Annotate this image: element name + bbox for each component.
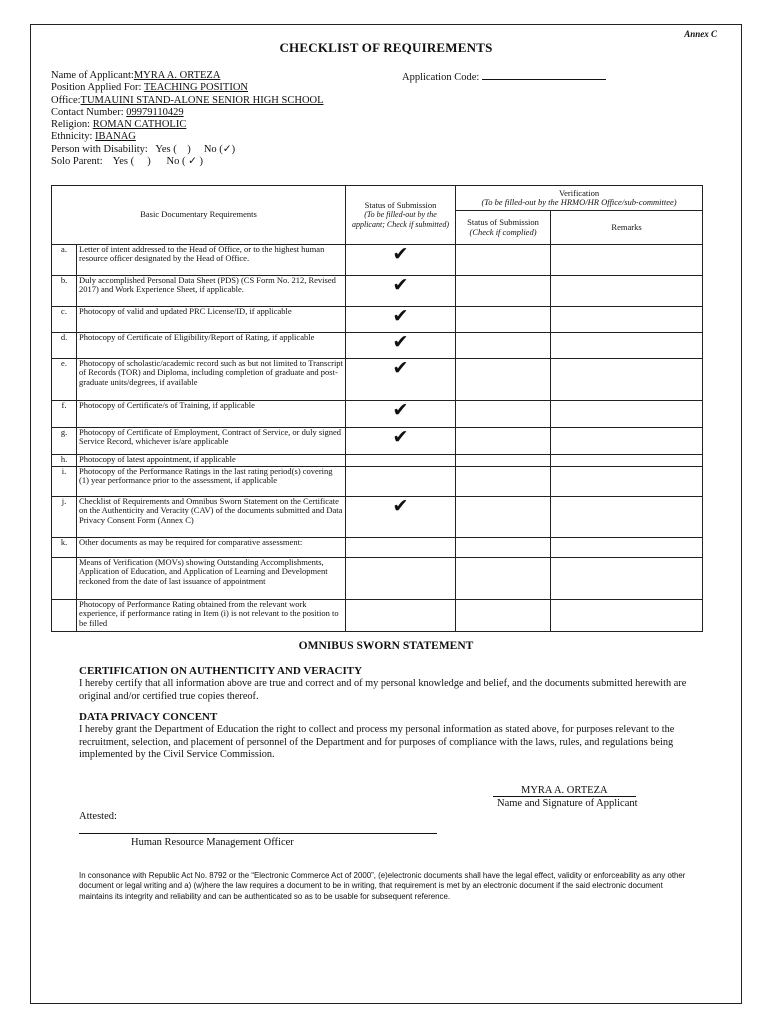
check-mark-icon: ✔ xyxy=(392,357,409,379)
row-letter xyxy=(52,600,77,632)
row-submission-status[interactable] xyxy=(346,333,456,359)
table-row xyxy=(52,538,703,558)
row-submission-status[interactable] xyxy=(346,276,456,307)
privacy-section xyxy=(79,711,699,762)
pwd-row: Person with Disability: Yes ( ) No (✓) xyxy=(51,143,236,155)
row-letter: j. xyxy=(52,497,77,538)
row-letter: f. xyxy=(52,401,77,428)
application-code-label: Application Code: xyxy=(402,72,480,83)
table-row xyxy=(52,558,703,600)
check-mark-icon: ✔ xyxy=(392,495,409,517)
row-letter: d. xyxy=(52,333,77,359)
header-requirements: Basic Documentary Requirements xyxy=(52,186,346,245)
page-title: CHECKLIST OF REQUIREMENTS xyxy=(279,40,493,55)
row-remarks[interactable] xyxy=(551,245,703,276)
row-remarks[interactable] xyxy=(551,467,703,497)
row-remarks[interactable] xyxy=(551,455,703,467)
row-remarks[interactable] xyxy=(551,333,703,359)
row-submission-status[interactable] xyxy=(346,558,456,600)
row-remarks[interactable] xyxy=(551,276,703,307)
row-requirement-text: Photocopy of valid and updated PRC License/ID, if applicable xyxy=(77,307,346,333)
row-letter: c. xyxy=(52,307,77,333)
office-label: Office: xyxy=(51,94,81,106)
table-row xyxy=(52,455,703,467)
header-verif-status-label: Status of Submission xyxy=(467,217,539,228)
row-submission-status[interactable] xyxy=(346,467,456,497)
requirements-body xyxy=(52,245,703,632)
requirements-table xyxy=(51,185,703,632)
certification-section xyxy=(79,665,699,703)
row-requirement-text: Photocopy of scholastic/academic record such as but not limited to Transcript of Records (TOR) and Diploma, including completion of graduate and post-graduate units/degrees, if available xyxy=(77,359,346,401)
omnibus-title: OMNIBUS SWORN STATEMENT xyxy=(298,640,474,652)
row-letter xyxy=(52,558,77,600)
applicant-name-value: MYRA A. ORTEZA xyxy=(133,70,221,81)
contact-label: Contact Number: xyxy=(51,106,124,118)
contact-value: 09979110429 xyxy=(126,106,184,118)
row-submission-status[interactable] xyxy=(346,307,456,333)
document-page xyxy=(30,24,742,1004)
table-row xyxy=(52,467,703,497)
header-verif-status-note: (Check if complied) xyxy=(469,226,537,237)
row-requirement-text: Photocopy of latest appointment, if applicable xyxy=(77,455,346,467)
ethnicity-label: Ethnicity: xyxy=(51,131,93,143)
header-verification xyxy=(456,186,703,211)
row-remarks[interactable] xyxy=(551,600,703,632)
application-code xyxy=(402,70,606,83)
row-requirement-text: Photocopy of Certificate of Employment, Contract of Service, or duly signed Service Record, whichever is/are applicable xyxy=(77,428,346,455)
contact-row xyxy=(51,107,324,119)
religion-value: ROMAN CATHOLIC xyxy=(92,119,187,131)
row-requirement-text: Photocopy of Performance Rating obtained from the relevant work experience, if performance rating in Item (i) is not relevant to the position to be filled xyxy=(77,600,346,632)
applicant-name-row xyxy=(51,70,324,82)
position-row xyxy=(51,82,324,94)
row-requirement-text: Photocopy of the Performance Ratings in the last rating period(s) covering (1) year performance prior to the assessment, if applicable xyxy=(77,467,346,497)
row-verification-status[interactable] xyxy=(456,600,551,632)
applicant-signature xyxy=(493,785,636,797)
row-remarks[interactable] xyxy=(551,558,703,600)
hr-signature-line xyxy=(79,833,437,834)
applicant-info xyxy=(51,70,324,168)
row-letter: e. xyxy=(52,359,77,401)
row-submission-status[interactable] xyxy=(346,401,456,428)
attested-label: Attested: xyxy=(79,811,117,822)
position-label: Position Applied For: xyxy=(51,82,142,94)
header-verif-status xyxy=(456,211,551,245)
table-row xyxy=(52,428,703,455)
row-verification-status[interactable] xyxy=(456,428,551,455)
row-verification-status[interactable] xyxy=(456,307,551,333)
solo-parent-row: Solo Parent: Yes ( ) No ( ✓ ) xyxy=(51,156,204,168)
row-verification-status[interactable] xyxy=(456,401,551,428)
annex-label: Annex C xyxy=(684,29,717,39)
row-remarks[interactable] xyxy=(551,307,703,333)
office-row xyxy=(51,95,324,107)
certification-heading: CERTIFICATION ON AUTHENTICITY AND VERACITY xyxy=(79,665,363,677)
row-requirement-text: Letter of intent addressed to the Head of Office, or to the highest human resource officer designated by the Head of Office. xyxy=(77,245,346,276)
table-row xyxy=(52,401,703,428)
row-letter: i. xyxy=(52,467,77,497)
row-requirement-text: Photocopy of Certificate of Eligibility/Report of Rating, if applicable xyxy=(77,333,346,359)
row-remarks[interactable] xyxy=(551,428,703,455)
row-verification-status[interactable] xyxy=(456,276,551,307)
privacy-text: I hereby grant the Department of Education the right to collect and process my personal information as stated above, for purposes relevant to the recruitment, selection, and placement of personnel of the Department and for purposes of compliance with the laws, rules, and regulations being implemented by the Civil Service Commission. xyxy=(79,723,675,761)
table-row xyxy=(52,276,703,307)
table-row xyxy=(52,359,703,401)
row-submission-status[interactable] xyxy=(346,428,456,455)
table-row xyxy=(52,307,703,333)
check-mark-icon: ✔ xyxy=(392,426,409,448)
office-value: TUMAUINI STAND-ALONE SENIOR HIGH SCHOOL xyxy=(80,94,324,106)
row-requirement-text: Photocopy of Certificate/s of Training, if applicable xyxy=(77,401,346,428)
row-verification-status[interactable] xyxy=(456,538,551,558)
row-submission-status[interactable] xyxy=(346,455,456,467)
row-letter: a. xyxy=(52,245,77,276)
header-verification-label: Verification xyxy=(558,187,600,198)
row-remarks[interactable] xyxy=(551,538,703,558)
row-verification-status[interactable] xyxy=(456,359,551,401)
row-submission-status[interactable] xyxy=(346,245,456,276)
table-row xyxy=(52,333,703,359)
table-row xyxy=(52,497,703,538)
row-requirement-text: Checklist of Requirements and Omnibus Sworn Statement on the Certificate on the Authenticity and Veracity (CAV) of the documents submitted and Data Privacy Consent Form (Annex C) xyxy=(77,497,346,538)
legal-footer: In consonance with Republic Act No. 8792 or the “Electronic Commerce Act of 2000”, (e)electronic documents shall have the legal effect, validity or enforceability as any other document or legal writing and a) (w)here the law requires a document to be in writing, that requirement is met by an electronic document if the said electronic document maintains its integrity and reliability and can be authenticated so as to be usable for subsequent reference. xyxy=(79,871,686,901)
check-mark-icon: ✔ xyxy=(392,274,409,296)
certification-text: I hereby certify that all information above are true and correct and of my personal knowledge and belief, and the documents submitted herewith are original and/or certified true copies thereof. xyxy=(79,677,687,702)
privacy-heading: DATA PRIVACY CONCENT xyxy=(79,711,218,723)
row-submission-status[interactable] xyxy=(346,538,456,558)
row-verification-status[interactable] xyxy=(456,333,551,359)
header-status xyxy=(346,186,456,245)
header-remarks: Remarks xyxy=(551,211,703,245)
row-verification-status[interactable] xyxy=(456,455,551,467)
table-row xyxy=(52,600,703,632)
check-mark-icon: ✔ xyxy=(392,331,409,353)
row-requirement-text: Duly accomplished Personal Data Sheet (PDS) (CS Form No. 212, Revised 2017) and Work Experience Sheet, if applicable. xyxy=(77,276,346,307)
check-mark-icon: ✔ xyxy=(392,243,409,265)
row-requirement-text: Other documents as may be required for comparative assessment: xyxy=(77,538,346,558)
check-mark-icon: ✔ xyxy=(392,305,409,327)
header-verification-note: (To be filled-out by the HRMO/HR Office/sub-committee) xyxy=(481,197,677,207)
row-letter: b. xyxy=(52,276,77,307)
check-mark-icon: ✔ xyxy=(392,399,409,421)
row-verification-status[interactable] xyxy=(456,467,551,497)
row-letter: g. xyxy=(52,428,77,455)
row-verification-status[interactable] xyxy=(456,245,551,276)
position-value: TEACHING POSITION xyxy=(143,82,248,94)
row-remarks[interactable] xyxy=(551,401,703,428)
signature-caption: Name and Signature of Applicant xyxy=(497,798,638,809)
religion-row xyxy=(51,119,324,131)
table-row xyxy=(52,245,703,276)
row-verification-status[interactable] xyxy=(456,558,551,600)
row-requirement-text: Means of Verification (MOVs) showing Outstanding Accomplishments, Application of Education, and Application of Learning and Development reckoned from the date of last issuance of appointment xyxy=(77,558,346,600)
row-letter: k. xyxy=(52,538,77,558)
header-status-note: (To be filled-out by the applicant; Check if submitted) xyxy=(351,210,450,229)
signature-name: MYRA A. ORTEZA xyxy=(493,785,636,797)
row-letter: h. xyxy=(52,455,77,467)
row-remarks[interactable] xyxy=(551,497,703,538)
row-remarks[interactable] xyxy=(551,359,703,401)
religion-label: Religion: xyxy=(51,119,91,131)
row-submission-status[interactable] xyxy=(346,600,456,632)
row-submission-status[interactable] xyxy=(346,497,456,538)
ethnicity-value: IBANAG xyxy=(95,131,136,143)
header-status-label: Status of Submission xyxy=(364,199,437,210)
application-code-field[interactable] xyxy=(482,70,606,80)
hr-officer-caption: Human Resource Management Officer xyxy=(131,837,294,848)
applicant-name-label: Name of Applicant: xyxy=(51,70,134,81)
row-submission-status[interactable] xyxy=(346,359,456,401)
ethnicity-row xyxy=(51,131,324,143)
row-verification-status[interactable] xyxy=(456,497,551,538)
